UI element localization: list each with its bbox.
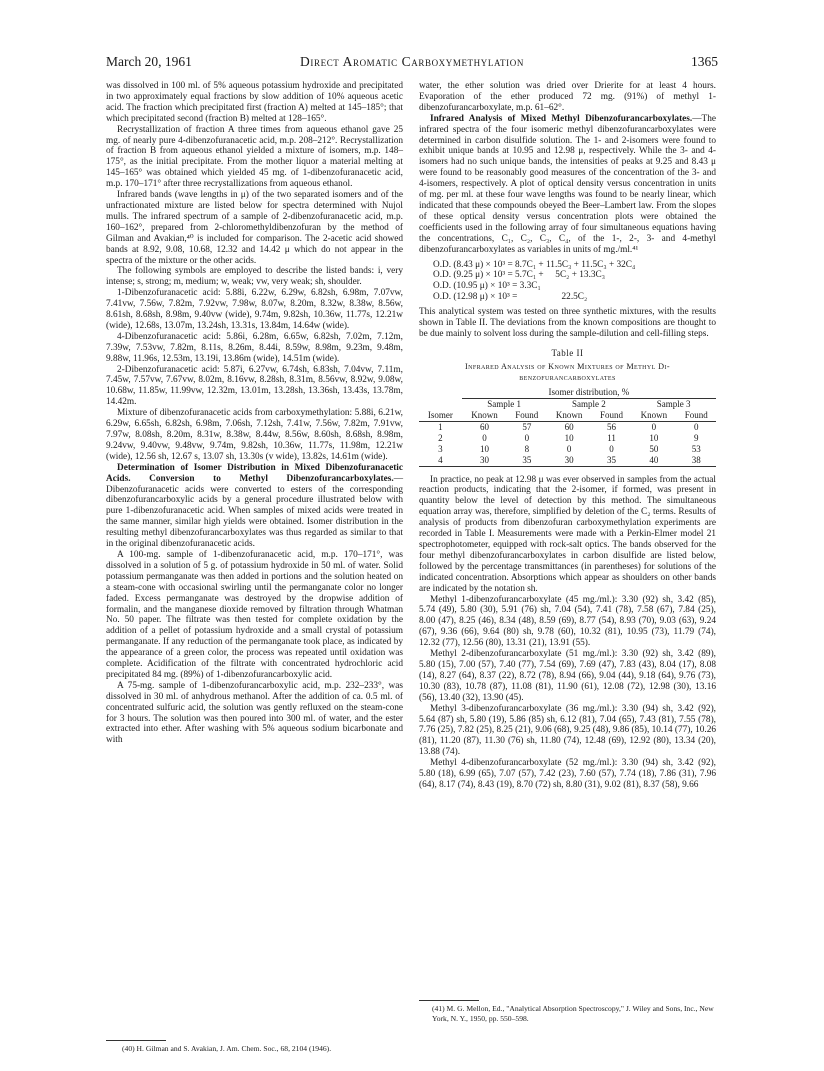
table-header: Sample 2 bbox=[571, 398, 606, 409]
table-header: Known bbox=[547, 410, 592, 422]
equation: O.D. (8.43 μ) × 10³ = 8.7C₁ + 11.5C₃ + 11.5C₃ + 32C₄ bbox=[433, 259, 636, 270]
footnote-divider bbox=[106, 1040, 166, 1041]
spectrum-listing: 4-Dibenzofuranacetic acid: 5.86i, 6.28m, 6.65w, 6.82sh, 7.02m, 7.12m, 7.39w, 7.53vw, 7.82m, 8.11s, 8.26m, 8.44i, 8.59w, 8.98m, 9.23m, 9.48m, 9.88w, 11.96s, 12.53m, 13.19i, 13.86m (wide), 14.51m (wide). bbox=[106, 331, 403, 364]
table-header: Known bbox=[462, 410, 507, 422]
table-title: Infrared Analysis of Known Mixtures of Methyl Di- bbox=[465, 361, 670, 371]
table-cell: 10 bbox=[649, 432, 659, 443]
paragraph: Recrystallization of fraction A three times from aqueous ethanol gave 25 mg. of nearly pure 4-dibenzofuranacetic acid, m.p. 208–212°. Recrystallization of fraction B from aqueous ethanol yielded a mixture of isomers, m.p. 148–175°, as the initial precipitate. From the mother liquor a material melting at 145–165° was obtained which yielded 45 mg. of 1-dibenzofuranacetic acid, m.p. 170–171° after three recrystallizations from aqueous ethanol. bbox=[106, 124, 403, 190]
table-title-continued: benzofurancarboxylates bbox=[519, 372, 616, 382]
right-column bbox=[419, 81, 716, 791]
footnote-41: (41) M. G. Mellon, Ed., "Analytical Absorption Spectroscopy," J. Wiley and Sons, Inc., New York, N. Y., 1950, pp. 550–598. bbox=[432, 1004, 714, 1023]
footnote-divider bbox=[419, 1000, 479, 1001]
paragraph: A 100-mg. sample of 1-dibenzofuranacetic acid, m.p. 170–171°, was dissolved in a solution of 5 g. of potassium hydroxide in 50 ml. of water. Solid potassium permanganate was then added in portions and the solution heated on a steam-cone with occasional swirling until the permanganate color no longer faded. Excess permanganate was destroyed by the dropwise addition of formalin, and the manganese dioxide removed by filtration through Whatman No. 50 paper. The filtrate was then tested for complete oxidation by the addition of a pellet of potassium hydroxide and a small crystal of potassium permanganate. If any reduction of the permanganate took place, as indicated by the appearance of a green color, the process was repeated until oxidation was complete. Acidification of the filtrate with concentrated hydrochloric acid precipitated 84 mg. (89%) of 1-dibenzofurancarboxylic acid. bbox=[106, 549, 403, 680]
table-header: Found bbox=[677, 410, 716, 422]
table-cell: 9 bbox=[694, 432, 699, 443]
spectrum-listing: Methyl 4-dibenzofurancarboxylate (52 mg./ml.): 3.30 (94) sh, 3.42 (92), 5.80 (18), 6.99 (65), 7.07 (57), 7.42 (23), 7.60 (57), 7.74 (18), 7.86 (31), 7.96 (64), 8.17 (74), 8.43 (19), 8.70 (72) sh, 8.80 (31), 9.02 (81), 8.37 (58), 9.66 bbox=[419, 758, 716, 790]
table-header: Sample 1 bbox=[487, 398, 522, 409]
paragraph: This analytical system was tested on three synthetic mixtures, with the results shown in Table II. The deviations from the known compositions are thought to be due mainly to solvent loss during the sample-dilution and cell-filling steps. bbox=[419, 307, 716, 339]
paragraph: water, the ether solution was dried over Drierite for at least 4 hours. Evaporation of the ether produced 72 mg. (91%) of methyl 1-dibenzofurancarboxylate, m.p. 61–62°. bbox=[419, 81, 716, 113]
section-body: —The infrared spectra of the four isomeric methyl dibenzofurancarboxylates were determined in carbon disulfide solution. The 1- and 2-isomers were found to exhibit unique bands at 10.95 and 12.98 μ, respectively. While the 3- and 4-isomers had no such unique bands, the intensities of peaks at 9.25 and 8.43 μ were found to be reasonably good measures of the concentration of the 3- and 4-isomers, respectively. A plot of optical density versus concentration in units of mg. per ml. at these four wave lengths was found to be nearly linear, which indicated that these compounds obeyed the Beer–Lambert law. From the slopes of these optical density versus concentration plots were obtained the coefficients used in the following array of four simultaneous equations having the concentrations, C₁, C₂, C₃, C₄, of the 1-, 2-, 3- and 4-methyl dibenzofurancarboxylates as variables in units of mg./ml.⁴¹ bbox=[419, 113, 716, 255]
table-cell: 60 bbox=[564, 421, 574, 432]
table-header: Isomer bbox=[419, 410, 462, 422]
header-title: Direct Aromatic Carboxymethylation bbox=[300, 54, 524, 69]
table-cell: 0 bbox=[694, 421, 699, 432]
table-cell: 8 bbox=[524, 443, 530, 454]
table-row bbox=[419, 455, 716, 467]
section-body: —Dibenzofuranacetic acids were converted to esters of the corresponding dibenzofurancarboxylic acids by a general procedure illustrated below with pure 1-dibenzofuranacetic acid. When samples of mixed acids were treated in the same manner, similar high yields were obtained. Isomer distribution in the resulting methyl dibenzofurancarboxylates was thus regarded as similar to that in the original dibenzofuranacetic acids. bbox=[106, 473, 403, 550]
table-header: Found bbox=[507, 410, 546, 422]
table-cell: 0 bbox=[482, 432, 487, 443]
footnote-40: (40) H. Gilman and S. Avakian, J. Am. Chem. Soc., 68, 2104 (1946). bbox=[122, 1044, 332, 1053]
table-cell: 0 bbox=[524, 432, 530, 443]
table-row bbox=[419, 421, 716, 433]
equation: O.D. (12.98 μ) × 10³ = 22.5C₂ bbox=[433, 292, 588, 303]
table-row bbox=[419, 433, 716, 444]
spectrum-listing: Mixture of dibenzofuranacetic acids from carboxymethylation: 5.88i, 6.21w, 6.29w, 6.65sh, 6.82sh, 6.98m, 7.06sh, 7.12sh, 7.41w, 7.56w, 7.82m, 7.91vw, 7.97w, 8.08sh, 8.20m, 8.31w, 8.38w, 8.44w, 8.56w, 8.60sh, 8.68sh, 8.98m, 9.24vw, 9.40vw, 9.48vw, 9.74m, 9.82sh, 10.36w, 11.77s, 11.98m, 12.21w (wide), 12.56 sh, 12.67 s, 13.07 sh, 13.30s (v wide), 13.82s, 14.61m (wide). bbox=[106, 408, 403, 462]
table-cell: 10 bbox=[479, 443, 489, 454]
paragraph: In practice, no peak at 12.98 μ was ever observed in samples from the actual reaction products, indicating that the 2-isomer, if formed, was present in quantity below the level of detection by this method. The simultaneous equation array was, therefore, simplified by deletion of the C₂ terms. Results of analysis of products from dibenzofuran carboxymethylation experiments are recorded in Table I. Measurements were made with a Perkin-Elmer model 21 spectrophotometer, equipped with rock-salt optics. The bands observed for the four methyl dibenzofurancarboxylates in carbon disulfide are listed below, followed by the percentage transmittances (in parentheses) for solutions of the indicated concentration. Absorptions which appear as shoulders on other bands are indicated by the notation sh. bbox=[419, 474, 716, 594]
table-cell: 35 bbox=[507, 455, 546, 467]
section-heading: Determination of Isomer Distribution in Mixed Dibenzofuranacetic Acids. Conversion to Methyl Dibenzofurancarboxylates. bbox=[106, 462, 403, 484]
section-paragraph bbox=[419, 114, 716, 256]
table-header: Found bbox=[592, 410, 631, 422]
equation-array bbox=[433, 260, 716, 304]
page-number: 1365 bbox=[691, 54, 718, 69]
table-header bbox=[419, 398, 462, 410]
left-column bbox=[106, 81, 403, 746]
table-cell: 35 bbox=[592, 455, 631, 467]
table-cell: 2 bbox=[438, 432, 443, 443]
table-cell: 30 bbox=[462, 455, 507, 467]
table-cell: 53 bbox=[691, 443, 701, 454]
table-cell: 0 bbox=[651, 421, 657, 432]
spectrum-listing: Methyl 2-dibenzofurancarboxylate (51 mg./ml.): 3.30 (92) sh, 3.42 (89), 5.80 (15), 7.00 (57), 7.40 (77), 7.54 (69), 7.69 (47), 7.83 (43), 8.04 (17), 8.08 (14), 8.27 (64), 8.37 (22), 8.72 (78), 8.94 (66), 9.04 (44), 9.18 (64), 9.76 (73), 10.30 (83), 10.78 (87), 11.08 (81), 11.90 (61), 12.08 (72), 12.98 (30), 13.16 (56), 13.40 (32), 13.90 (45). bbox=[419, 649, 716, 703]
table-cell: 1 bbox=[438, 421, 443, 432]
spectrum-listing: 2-Dibenzofuranacetic acid: 5.87i, 6.27vw, 6.74sh, 6.83sh, 7.04vw, 7.11m, 7.45w, 7.57vw, 7.67vw, 8.02m, 8.16vw, 8.28sh, 8.31m, 8.56vw, 8.92w, 9.08w, 10.68w, 11.85w, 11.99vw, 12.32m, 13.01m, 13.28sh, 13.36sh, 13.43s, 13.78m, 14.42m. bbox=[106, 364, 403, 408]
paragraph: The following symbols are employed to describe the listed bands: i, very intense; s, strong; m, medium; w, weak; vw, very weak; sh, shoulder. bbox=[106, 266, 403, 288]
spectrum-listing: 1-Dibenzofuranacetic acid: 5.88i, 6.22w, 6.29w, 6.82sh, 6.98m, 7.07vw, 7.41vw, 7.56w, 7.82m, 7.92vw, 7.98w, 8.07w, 8.20m, 8.32w, 8.38w, 8.56w, 8.61sh, 8.68sh, 8.98m, 9.40vw (wide), 9.74m, 9.82sh, 10.36w, 11.77s, 12.21w (wide), 12.68s, 13.07m, 13.24sh, 13.31s, 13.84m, 14.64w (wide). bbox=[106, 288, 403, 331]
table-header: Known bbox=[631, 410, 676, 422]
table-cell: 3 bbox=[438, 443, 443, 454]
equation: O.D. (9.25 μ) × 10³ = 5.7C₁ + 5C₂ + 13.3C₃ bbox=[433, 270, 605, 281]
table-cell: 50 bbox=[649, 443, 659, 454]
table-cell: 11 bbox=[607, 432, 616, 443]
table-cell: 40 bbox=[631, 455, 676, 467]
table-cell: 38 bbox=[677, 455, 716, 467]
header-date: March 20, 1961 bbox=[106, 54, 192, 69]
table-ii bbox=[419, 348, 716, 467]
equation: O.D. (10.95 μ) × 10³ = 3.3C₁ bbox=[433, 281, 541, 292]
table-cell: 30 bbox=[547, 455, 592, 467]
table-cell: 57 bbox=[522, 421, 532, 432]
table-header: Isomer distribution, % bbox=[462, 387, 716, 399]
table-cell: 60 bbox=[479, 421, 489, 432]
paragraph: Infrared bands (wave lengths in μ) of the two separated isomers and of the unfractionated mixture are listed below for spectra determined with Nujol mulls. The infrared spectrum of a sample of 2-dibenzofuranacetic acid, m.p. 160–162°, prepared from 2-chloromethyldibenzofuran by the method of Gilman and Avakian,⁴⁰ is included for comparison. The 2-acetic acid showed bands at 8.92, 9.08, 10.68, 12.32 and 14.42 μ which do not appear in the spectra of the mixture or the other acids. bbox=[106, 190, 403, 266]
table-row bbox=[419, 444, 716, 455]
spectrum-listing: Methyl 3-dibenzofurancarboxylate (36 mg./ml.): 3.30 (94) sh, 3.42 (92), 5.64 (87) sh, 5.80 (19), 5.86 (85) sh, 6.12 (81), 7.04 (65), 7.43 (81), 7.55 (78), 7.76 (25), 7.82 (25), 8.25 (21), 9.06 (68), 9.25 (48), 9.86 (85), 10.14 (77), 10.26 (81), 11.20 (87), 11.30 (76) sh, 11.80 (74), 12.48 (69), 12.92 (80), 13.34 (20), 13.88 (74). bbox=[419, 703, 716, 758]
table-label: Table II bbox=[551, 347, 584, 358]
table-cell: 56 bbox=[607, 421, 617, 432]
table-cell: 10 bbox=[564, 432, 574, 443]
table-header bbox=[419, 387, 462, 399]
table-cell: 0 bbox=[566, 443, 572, 454]
section-paragraph bbox=[106, 463, 403, 550]
paragraph: A 75-mg. sample of 1-dibenzofurancarboxylic acid, m.p. 232–233°, was dissolved in 30 ml. of anhydrous methanol. After the addition of ca. 0.5 ml. of concentrated sulfuric acid, the solution was gently refluxed on the steam-cone for 3 hours. The solution was then poured into 300 ml. of water, and the ester extracted into ether. After washing with 5% aqueous sodium bicarbonate and with bbox=[106, 680, 403, 746]
table-cell: 4 bbox=[419, 455, 462, 467]
section-heading: Infrared Analysis of Mixed Methyl Dibenzofurancarboxylates. bbox=[430, 113, 693, 124]
data-table bbox=[419, 387, 716, 467]
running-header bbox=[106, 54, 718, 74]
paragraph: was dissolved in 100 ml. of 5% aqueous potassium hydroxide and precipitated in two approximately equal fractions by slow addition of 10% aqueous acetic acid. The fraction which precipitated first (fraction A) melted at 145–185°; that which precipitated second (fraction B) melted at 128–165°. bbox=[106, 81, 403, 124]
table-header: Sample 3 bbox=[656, 398, 691, 409]
spectrum-listing: Methyl 1-dibenzofurancarboxylate (45 mg./ml.): 3.30 (92) sh, 3.42 (85), 5.74 (49), 5.80 (30), 5.91 (76) sh, 7.04 (54), 7.41 (78), 7.58 (67), 7.84 (25), 8.00 (47), 8.25 (46), 8.34 (48), 8.59 (69), 8.77 (54), 8.93 (70), 9.03 (63), 9.24 (67), 9.36 (66), 9.64 (80) sh, 9.78 (60), 10.32 (81), 10.95 (73), 11.79 (74), 12.32 (77), 12.56 (80), 13.31 (21), 13.91 (55). bbox=[419, 594, 716, 649]
table-cell: 0 bbox=[609, 443, 614, 454]
